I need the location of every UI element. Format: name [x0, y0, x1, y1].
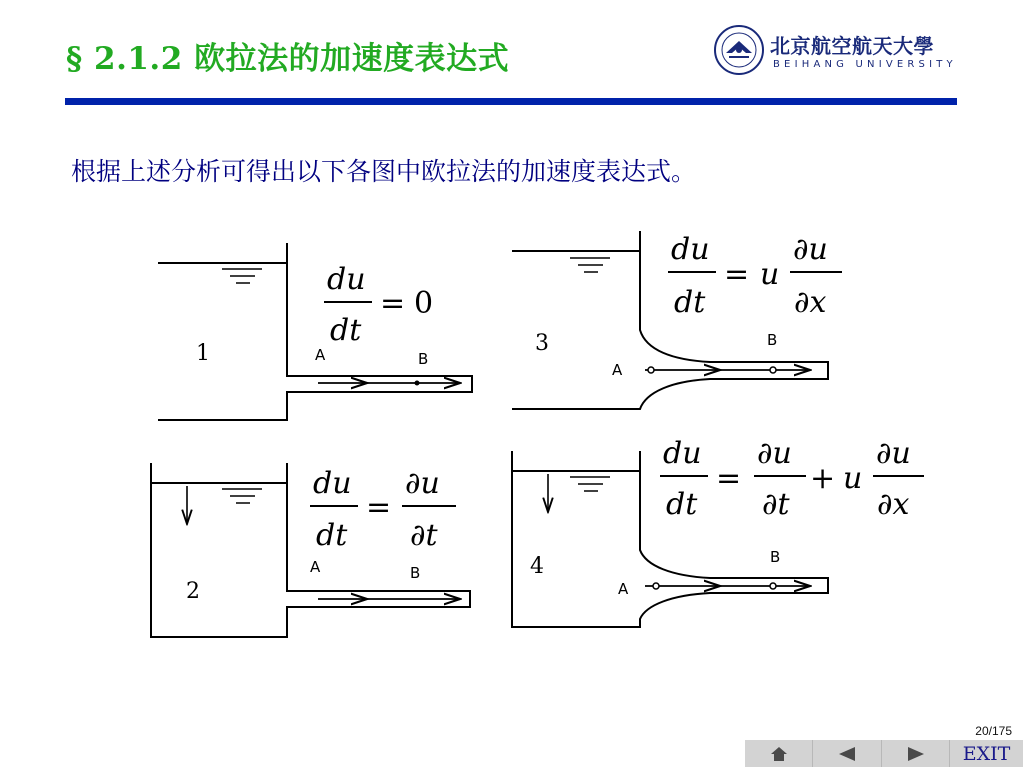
home-icon: [769, 745, 789, 763]
figure-4-tank: [512, 451, 828, 627]
fig1-lhs-num: du: [327, 262, 366, 297]
figure-1-point-b-icon: [415, 381, 420, 386]
fig4-equals: =: [716, 461, 742, 496]
figure-2-number: 2: [186, 579, 200, 604]
fig3-lhs-num: du: [671, 232, 710, 267]
figure-1-point-a: A: [315, 346, 326, 364]
fig2-lhs-num: du: [313, 466, 352, 501]
page-number: 20/175: [975, 724, 1012, 738]
university-name-en: BEIHANG UNIVERSITY: [773, 59, 957, 70]
intro-text: 根据上述分析可得出以下各图中欧拉法的加速度表达式。: [71, 157, 697, 186]
figure-3-number: 3: [535, 331, 549, 356]
fig4-plus: +: [810, 461, 836, 496]
slide-title: § 2.1.2 欧拉法的加速度表达式: [66, 41, 510, 77]
fig3-coef: u: [760, 257, 780, 292]
figure-3-point-b-icon: [770, 367, 776, 373]
figure-1-tank: [158, 243, 472, 420]
fig1-rhs: 0: [414, 286, 434, 321]
fig4-lhs-num: du: [663, 436, 702, 471]
prev-slide-button[interactable]: [813, 740, 882, 767]
fig2-lhs-den: dt: [316, 518, 348, 553]
figure-4-point-b: B: [770, 548, 781, 566]
fig2-t1-num: ∂u: [405, 466, 440, 501]
figure-4-equation: [660, 436, 924, 522]
fig1-lhs-den: dt: [330, 313, 362, 348]
figure-3-point-a: A: [612, 361, 623, 379]
figure-1-equation: [324, 262, 433, 348]
triangle-left-icon: [837, 745, 857, 763]
fig4-t2-num: ∂u: [876, 436, 911, 471]
fig2-t1-den: ∂t: [410, 518, 438, 553]
figure-3-tank: [512, 231, 828, 409]
figure-1-point-b: B: [418, 350, 429, 368]
exit-button[interactable]: EXIT: [950, 740, 1023, 767]
figure-4-number: 4: [530, 554, 544, 579]
slide-nav-bar: [745, 740, 1023, 767]
figure-1-number: 1: [196, 341, 210, 366]
figure-4-point-a: A: [618, 580, 629, 598]
fig4-lhs-den: dt: [666, 487, 698, 522]
fig3-equals: =: [724, 257, 750, 292]
fig3-t1-den: ∂x: [794, 285, 827, 320]
figure-3-point-a-icon: [648, 367, 654, 373]
figure-2-point-a: A: [310, 558, 321, 576]
fig3-lhs-den: dt: [674, 285, 706, 320]
fig1-equals: =: [380, 286, 406, 321]
figure-4-point-b-icon: [770, 583, 776, 589]
figure-2-equation: [310, 466, 456, 553]
figure-4-point-a-icon: [653, 583, 659, 589]
fig3-t1-num: ∂u: [793, 232, 828, 267]
figure-3-point-b: B: [767, 331, 778, 349]
figure-2-point-b: B: [410, 564, 421, 582]
fig4-coef: u: [843, 461, 863, 496]
home-button[interactable]: [745, 740, 813, 767]
figure-3-equation: [668, 232, 842, 320]
next-slide-button[interactable]: [882, 740, 950, 767]
fig4-t1-num: ∂u: [757, 436, 792, 471]
triangle-right-icon: [906, 745, 926, 763]
fig2-equals: =: [366, 490, 392, 525]
fig4-t1-den: ∂t: [762, 487, 790, 522]
fig4-t2-den: ∂x: [877, 487, 910, 522]
university-name-cn: 北京航空航天大學: [770, 34, 934, 58]
